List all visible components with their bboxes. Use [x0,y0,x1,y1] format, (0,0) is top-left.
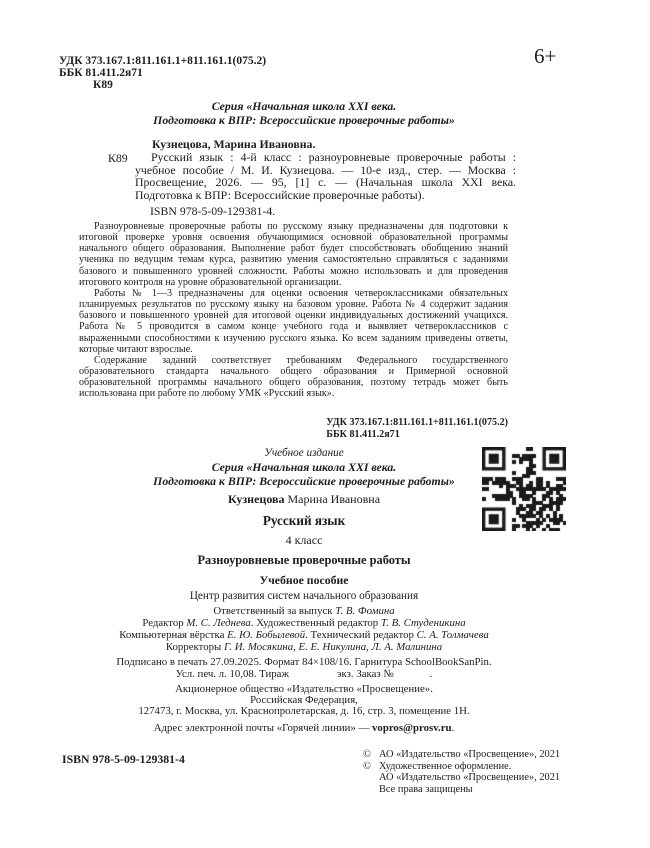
imprint-author-surname: Кузнецова [227,492,285,506]
publisher-country: Российская Федерация, [250,694,358,707]
staff-role: Корректоры [165,641,224,653]
series-line-1: Серия «Начальная школа XXI века. [211,99,397,113]
series-header [65,100,543,127]
annotation-block [79,221,508,400]
bib-description: Русский язык : 4-й класс : разноуровневые проверочные работы : учебное пособие / М. И. Кузнецова. — 10-е изд., стер. — Москва : Просвещение, 2026. — 95, [1] с. — (Начальная школа XXI века. Подготовка к ВПР: Всероссийские проверочные работы). [135,150,516,202]
book-title: Русский язык [262,513,346,528]
book-grade: 4 класс [285,533,323,547]
staff-line-4 [65,641,543,653]
copyright-line-3: АО «Издательство «Просвещение», 2021 [379,772,561,783]
copyright-text: АО «Издательство «Просвещение», 2021 [379,749,561,760]
staff-name: М. С. Леднева [186,617,251,629]
cataloguing-block [59,55,266,91]
annotation-paragraph-3: Содержание заданий соответствует требованиям Федерального государственного образовательного стандарта начального общего образования и Примерной основной образовательной программы начального общего образования, поэтому тетрадь может быть использована при работе по любому УМК «Русский язык». [79,354,508,400]
print-line-period: . [429,667,433,680]
publisher-street: 127473, г. Москва, ул. Краснопролетарская, д. 16, стр. 3, помещение 1Н. [138,705,470,717]
bbk-number-bottom: ББК 81.411.2я71 [326,428,400,440]
copyright-icon: © [363,760,371,772]
publishing-center: Центр развития систем начального образования [189,590,419,602]
cataloguing-bottom-block [79,417,508,440]
print-run-label: Усл. печ. л. 10,08. Тираж [175,667,289,680]
author-mark: К89 [93,79,113,91]
imprint-author [65,492,543,507]
staff-name: Т. В. Фомина [335,605,395,617]
udk-number-bottom: УДК 373.167.1:811.161.1+811.161.1(075.2) [326,417,508,428]
imprint-series-line-2: Подготовка к ВПР: Всероссийские проверочные работы» [153,473,455,488]
print-info-line-2 [65,669,543,681]
bbk-number: ББК 81.411.2я71 [59,67,143,79]
age-rating-badge: 6+ [534,44,557,68]
staff-name: Е. Ю. Бобылевой [227,629,306,641]
annotation-paragraph-2: Работы № 1—3 предназначены для оценки освоения четвероклассниками обязательных планируемых результатов по русскому языку на базовом уровне. Работа № 4 содержит задания базового и повышенного уровней для итоговой оценки индивидуальных достижений учащихся. Работа № 5 проводится в самом конце учебного года и выявляет четвероклассников с выраженными способностями к изучению русского языка. Ко всем заданиям приведены ответы, которые читают взрослые. [79,287,508,355]
bib-author-mark: К89 [108,151,128,165]
print-info-line-1: Подписано в печать 27.09.2025. Формат 84×108/16. Гарнитура SchoolBookSanPin. [116,656,492,668]
copyright-icon: © [363,749,371,760]
hotline-email-period: . [451,721,455,734]
imprint-author-name: Марина Ивановна [284,492,381,506]
publisher-name: Акционерное общество «Издательство «Просвещение». [175,683,433,696]
staff-line-2 [65,617,543,629]
copyright-block [363,749,560,795]
series-line-2: Подготовка к ВПР: Всероссийские проверочные работы» [153,112,455,127]
bib-isbn: ISBN 978-5-09-129381-4. [150,204,276,218]
staff-line-3 [65,629,543,641]
hotline-email-line [65,722,543,734]
hotline-email-label: Адрес электронной почты «Горячей линии» — [153,721,373,734]
copyright-line-4: Все права защищены [379,783,473,795]
udk-number: УДК 373.167.1:811.161.1+811.161.1(075.2) [59,55,267,67]
staff-role: Редактор [142,617,187,629]
print-info [65,657,543,680]
copyright-line-1 [363,749,560,761]
hotline-email-address: vopros@prosv.ru [372,721,452,734]
annotation-paragraph-1: Разноуровневые проверочные работы по русскому языку предназначены для подготовки к итоговой проверке уровня освоения обучающимися основной образовательной программы начального общего образования. Выполнение работ будет способствовать обобщению знаний ученика по ведущим темам курса, развитию умения самостоятельно справляться с заданиями базового и повышенного уровней сложности. Работы можно использовать и для проведения итогового контроля на уровне образовательной организации. [79,221,508,288]
order-label: экз. Заказ № [336,667,394,680]
staff-name: Т. В. Студеникина [380,617,466,629]
copyright-line-2 [363,761,560,773]
copyright-text: Художественное оформление. [379,760,512,772]
book-subtitle: Разноуровневые проверочные работы [197,553,411,567]
imprint-series-line-1: Серия «Начальная школа XXI века. [211,460,397,474]
staff-names: Г. И. Мосякина, Е. Е. Никулина, Л. А. Малинина [223,641,443,653]
staff-role: . Технический редактор [305,629,417,641]
staff-role: . Художественный редактор [250,617,381,629]
staff-line-1 [65,605,543,617]
footer-isbn: ISBN 978-5-09-129381-4 [62,752,185,766]
publisher-address [65,684,543,717]
edition-kind-2: Учебное пособие [259,573,349,587]
imprint-series [65,461,543,488]
staff-role: Компьютерная вёрстка [119,629,228,641]
staff-name: С. А. Толмачева [416,629,489,641]
edition-kind: Учебное издание [264,447,344,459]
staff-role: Ответственный за выпуск [213,605,336,617]
imprint-block [65,447,543,734]
bib-author-heading: Кузнецова, Марина Ивановна. [152,137,316,151]
